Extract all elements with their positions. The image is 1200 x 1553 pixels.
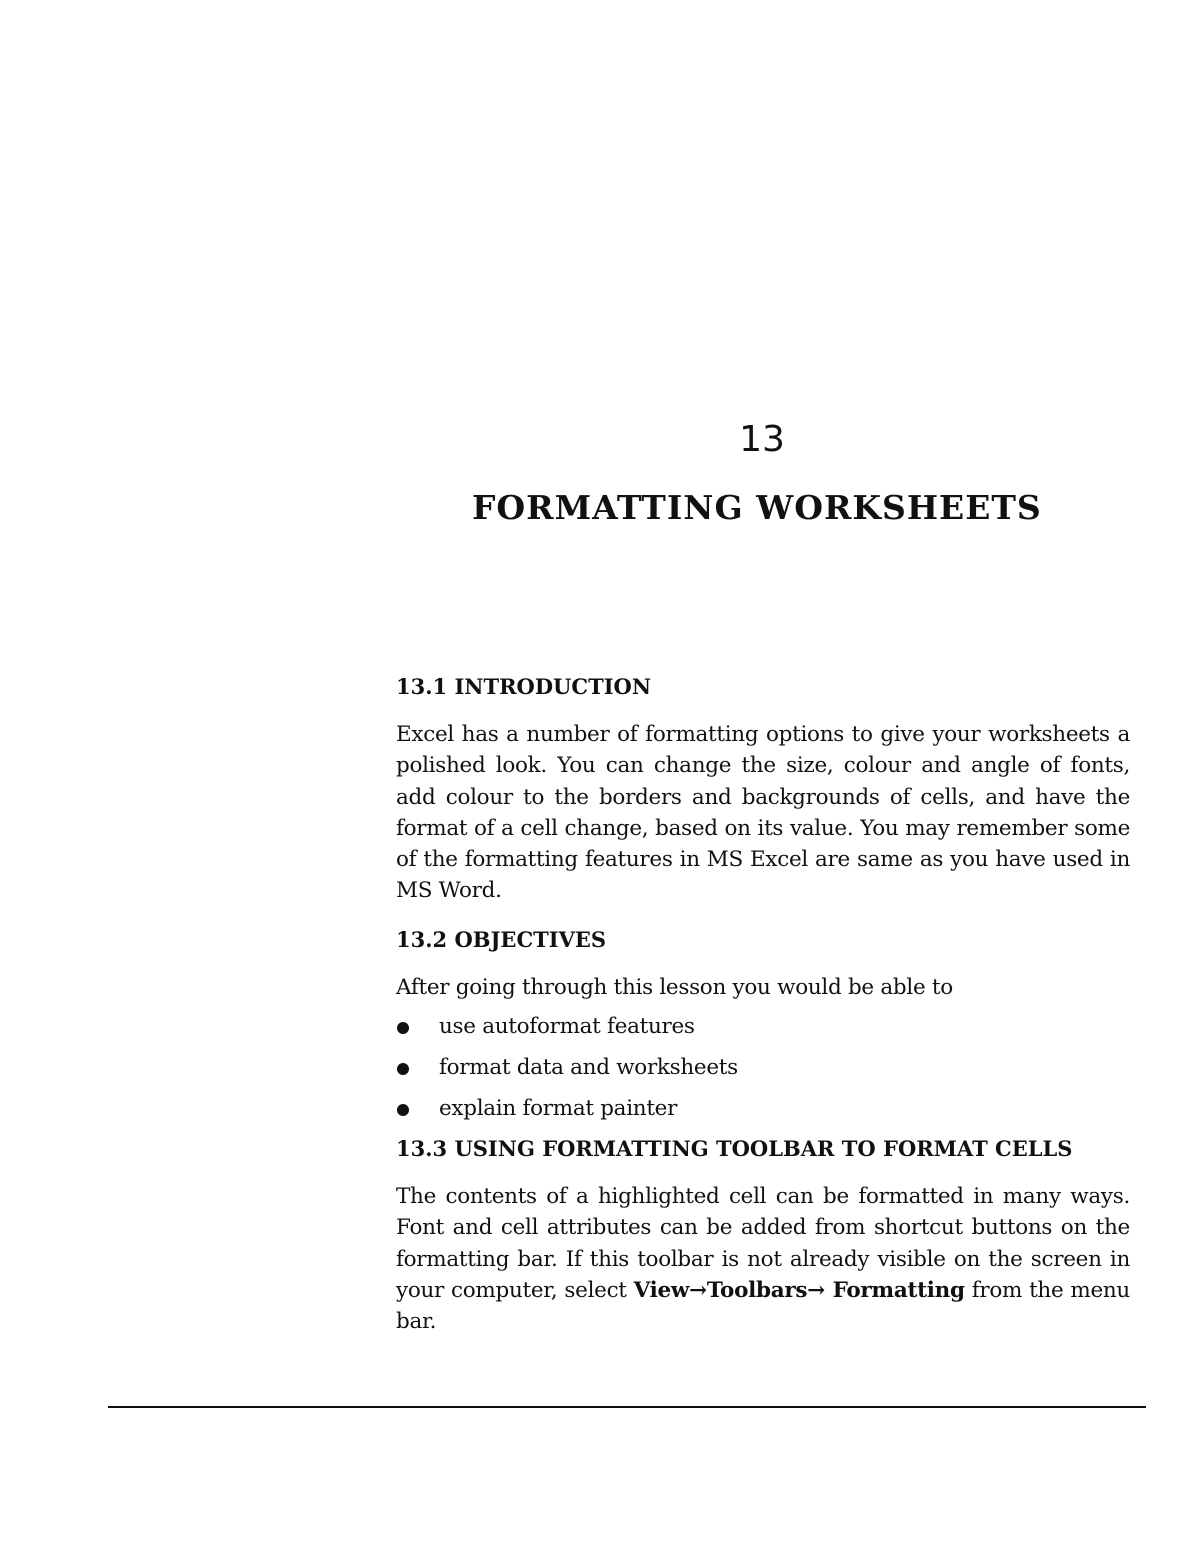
menu-path: View→Toolbars→ Formatting [633, 1277, 965, 1303]
objective-item [396, 1093, 1130, 1124]
bullet-icon [397, 1063, 409, 1075]
toolbar-text-after: from the menu bar. [396, 1277, 1130, 1335]
introduction-heading: 13.1 INTRODUCTION [396, 674, 652, 699]
objective-item [396, 1052, 1130, 1083]
introduction-paragraph: Excel has a number of formatting options to give your worksheets a polished look. You can change the size, colour and angle of fonts, add colour to the borders and backgrounds of cells, and have the format of a cell change, based on its value. You may remember some of the formatting features in MS Excel are same as you have used in MS Word. [396, 722, 1130, 904]
bullet-icon [397, 1022, 409, 1034]
objective-text: explain format painter [439, 1096, 678, 1122]
footer-divider [108, 1406, 1146, 1408]
objective-text: format data and worksheets [439, 1055, 738, 1081]
objective-text: use autoformat features [439, 1014, 695, 1040]
chapter-title: FORMATTING WORKSHEETS [472, 488, 1042, 527]
chapter-content [396, 672, 1130, 1338]
formatting-toolbar-paragraph [396, 1181, 1130, 1337]
objectives-heading: 13.2 OBJECTIVES [396, 926, 607, 952]
chapter-number: 13 [739, 419, 785, 460]
formatting-toolbar-heading: 13.3 USING FORMATTING TOOLBAR TO FORMAT CELLS [396, 1136, 1073, 1162]
objectives-lead: After going through this lesson you would be able to [396, 974, 953, 1000]
toolbar-text-before: The contents of a highlighted cell can be formatted in many ways. Font and cell attributes can be added from shortcut buttons on the formatting bar. If this toolbar is not already visible on the screen in your computer, select [396, 1184, 1130, 1303]
bullet-icon [397, 1104, 409, 1116]
objective-item [396, 1011, 1130, 1042]
objectives-list [396, 1011, 1130, 1124]
